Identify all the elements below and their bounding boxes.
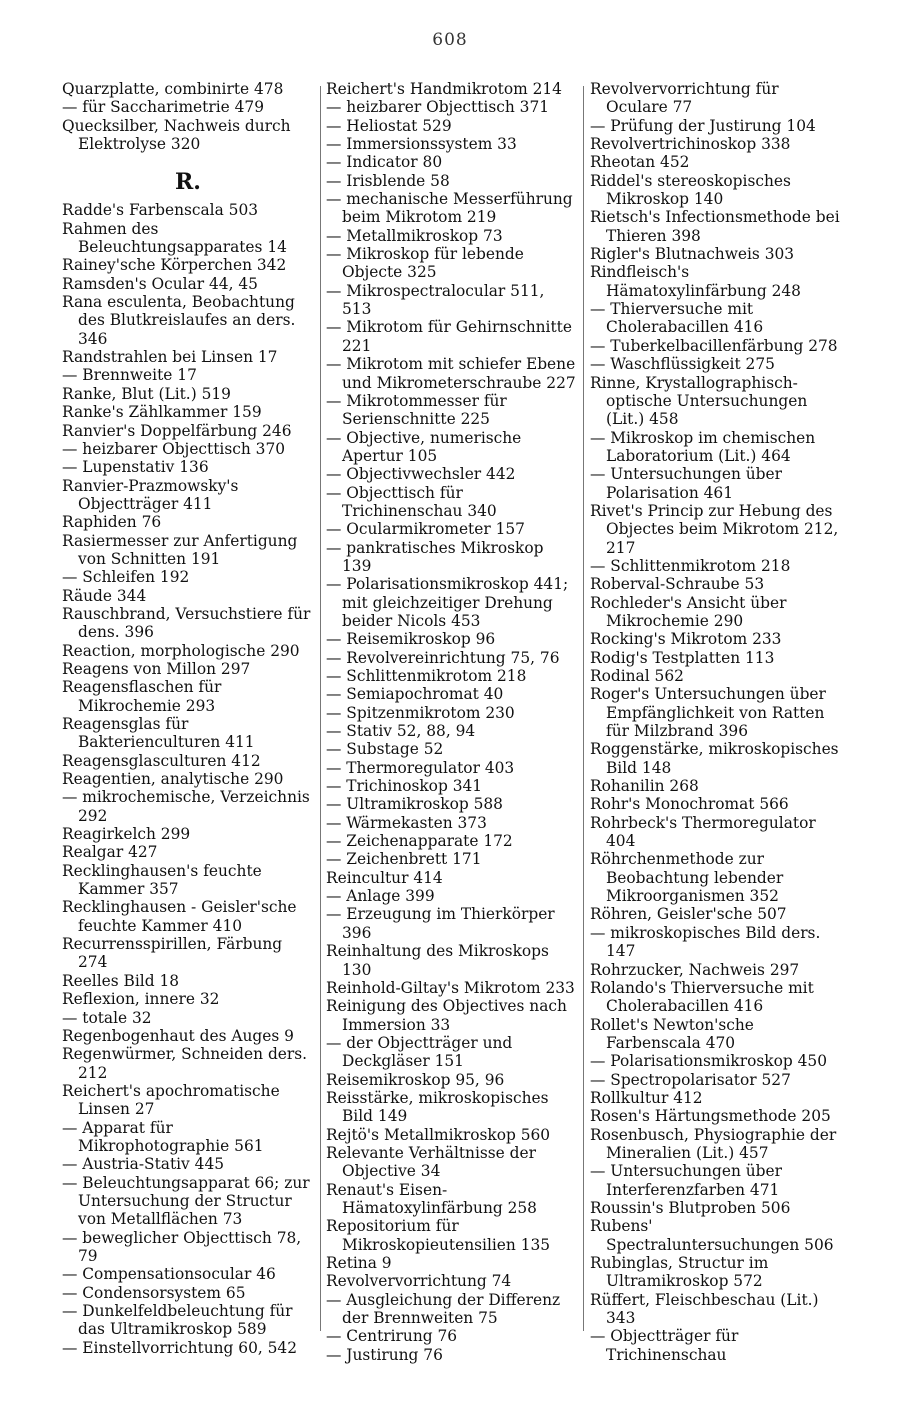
index-entry: — Schlittenmikrotom 218 [326, 667, 527, 685]
index-entry: — beweglicher Objecttisch 78, 79 [62, 1228, 302, 1265]
index-entry: Reisstärke, mikroskopisches Bild 149 [326, 1088, 549, 1126]
index-entry: Reichert's apochromatische Linsen 27 [62, 1081, 280, 1119]
section-letter-heading: R. [175, 169, 201, 196]
index-entry: Ranke, Blut (Lit.) 519 [62, 384, 231, 403]
index-entry: — Stativ 52, 88, 94 [326, 722, 476, 741]
index-entry: Relevante Verhältnisse der Objective 34 [326, 1143, 537, 1181]
index-entry: Rahmen des Beleuchtungsapparates 14 [62, 219, 287, 257]
index-entry: — totale 32 [62, 1008, 152, 1027]
index-entry: — Immersionssystem 33 [326, 135, 517, 154]
index-entry: Rejtö's Metallmikroskop 560 [326, 1125, 551, 1144]
index-entry: — Objecttisch für Trichinenschau 340 [326, 483, 497, 520]
index-entry: — Thierversuche mit Cholerabacillen 416 [590, 300, 764, 337]
index-entry: Röhren, Geisler'sche 507 [590, 905, 787, 924]
index-entry: Reinhold-Giltay's Mikrotom 233 [326, 978, 575, 997]
index-entry: Recurrensspirillen, Färbung 274 [62, 935, 283, 972]
index-entry: Rohr's Monochromat 566 [590, 795, 789, 814]
index-entry: Reinigung des Objectives nach Immersion 33 [326, 997, 567, 1034]
index-entry: — für Saccharimetrie 479 [62, 98, 265, 117]
index-entry: — Erzeugung im Thierkörper 396 [326, 905, 555, 942]
index-column-2 [326, 80, 576, 1364]
index-entry: — Justirung 76 [326, 1345, 443, 1364]
index-entry: — Schleifen 192 [62, 568, 190, 587]
index-entry: — Apparat für Mikrophotographie 561 [62, 1118, 264, 1155]
index-entry: Rosen's Härtungsmethode 205 [590, 1107, 831, 1126]
index-entry: Reagens von Millon 297 [62, 659, 251, 678]
index-entry: — mechanische Messerführung beim Mikrotom 219 [326, 190, 573, 227]
index-entry: Quarzplatte, combinirte 478 [62, 80, 284, 98]
index-entry: Rochleder's Ansicht über Mikrochemie 290 [590, 593, 787, 630]
index-entry: Renaut's Eisen-Hämatoxylinfärbung 258 [326, 1180, 537, 1217]
index-entry: Rosenbusch, Physiographie der Mineralien (Lit.) 457 [590, 1125, 837, 1162]
index-entry: Rüffert, Fleischbeschau (Lit.) 343 [590, 1290, 819, 1328]
index-entry: Rodig's Testplatten 113 [590, 648, 775, 667]
index-entry: — Anlage 399 [326, 887, 435, 906]
index-entry: — Centrirung 76 [326, 1327, 458, 1346]
index-entry: Reagensglasculturen 412 [62, 751, 261, 770]
index-entry: Rodinal 562 [590, 667, 684, 685]
index-entry: Revolvertrichinoskop 338 [590, 135, 791, 154]
index-entry: — Schlittenmikrotom 218 [590, 556, 791, 575]
index-entry: — Mikrotom mit schiefer Ebene und Mikrometerschraube 227 [326, 355, 576, 392]
index-entry: — Objectivwechsler 442 [326, 465, 516, 484]
index-entry: Recklinghausen - Geisler'sche feuchte Kammer 410 [62, 898, 297, 935]
index-entry: Raphiden 76 [62, 513, 162, 532]
page-number: 608 [432, 30, 468, 50]
index-entry: Revolvervorrichtung für Oculare 77 [590, 80, 779, 117]
index-entry: — Heliostat 529 [326, 116, 452, 135]
index-entry: — pankratisches Mikroskop 139 [326, 538, 544, 575]
index-entry: — Condensorsystem 65 [62, 1283, 246, 1302]
index-entry: Revolvervorrichtung 74 [326, 1272, 512, 1291]
index-entry: — Spitzenmikrotom 230 [326, 703, 515, 722]
index-entry: — Polarisationsmikroskop 450 [590, 1052, 827, 1071]
index-entry: — Compensationsocular 46 [62, 1265, 276, 1284]
index-entry: Rohrzucker, Nachweis 297 [590, 960, 800, 979]
index-entry: — Beleuchtungsapparat 66; zur Untersuchung der Structur von Metallflächen 73 [62, 1173, 310, 1229]
index-entry: Recklinghausen's feuchte Kammer 357 [62, 861, 262, 899]
index-entry: Rohrbeck's Thermoregulator 404 [590, 813, 816, 851]
index-entry: — Untersuchungen über Polarisation 461 [590, 465, 782, 502]
index-entry: — Polarisationsmikroskop 441; mit gleichzeitiger Drehung beider Nicols 453 [326, 575, 569, 630]
index-entry: Rohanilin 268 [590, 777, 699, 796]
index-entry: — Mikrospectralocular 511, 513 [326, 281, 545, 319]
index-entry: Rocking's Mikrotom 233 [590, 630, 782, 649]
index-entry: — der Objectträger und Deckgläser 151 [326, 1033, 513, 1071]
index-entry: — Mikrotom für Gehirnschnitte 221 [326, 318, 572, 355]
index-entry: Reagensglas für Bakterienculturen 411 [62, 715, 255, 752]
index-entry: Roggenstärke, mikroskopisches Bild 148 [590, 740, 839, 777]
index-entry: — Metallmikroskop 73 [326, 226, 503, 245]
index-entry: — Indicator 80 [326, 153, 443, 172]
index-entry: Reincultur 414 [326, 868, 443, 887]
index-entry: Regenwürmer, Schneiden ders. 212 [62, 1045, 308, 1082]
index-entry: Retina 9 [326, 1254, 392, 1272]
index-entry: — Objective, numerische Apertur 105 [326, 428, 522, 465]
index-entry: — Mikroskop im chemischen Laboratorium (Lit.) 464 [590, 428, 816, 465]
index-entry: — Reisemikroskop 96 [326, 630, 496, 649]
index-entry: — heizbarer Objecttisch 371 [326, 98, 550, 117]
index-entry: — Irisblende 58 [326, 171, 450, 190]
index-entry: Radde's Farbenscala 503 [62, 201, 259, 220]
index-entry: — Ausgleichung der Differenz der Brennweiten 75 [326, 1290, 561, 1328]
index-entry: — Revolvereinrichtung 75, 76 [326, 648, 560, 667]
index-entry: Reichert's Handmikrotom 214 [326, 80, 562, 98]
index-entry: Rasiermesser zur Anfertigung von Schnitten 191 [62, 531, 298, 568]
index-entry: Rinne, Krystallographisch-optische Untersuchungen (Lit.) 458 [590, 373, 808, 429]
index-entry: Reisemikroskop 95, 96 [326, 1070, 505, 1089]
index-entry: Reaction, morphologische 290 [62, 641, 300, 660]
index-entry: — Zeichenbrett 171 [326, 850, 482, 869]
index-entry: Ranvier-Prazmowsky's Objectträger 411 [62, 476, 239, 513]
index-entry: Rubinglas, Structur im Ultramikroskop 572 [590, 1254, 769, 1291]
index-entry: Randstrahlen bei Linsen 17 [62, 348, 278, 367]
index-entry: Röhrchenmethode zur Beobachtung lebender Mikroorganismen 352 [590, 850, 784, 906]
index-entry: — Untersuchungen über Interferenzfarben 471 [590, 1162, 782, 1199]
index-entry: — Substage 52 [326, 740, 444, 759]
index-entry: — Wärmekasten 373 [326, 813, 487, 832]
index-entry: Rollkultur 412 [590, 1088, 703, 1107]
index-entry: Rietsch's Infectionsmethode bei Thieren 398 [590, 208, 840, 245]
index-entry: — Objectträger für Trichinenschau [590, 1327, 739, 1364]
index-entry: Riddel's stereoskopisches Mikroskop 140 [590, 171, 791, 209]
index-entry: — Brennweite 17 [62, 366, 197, 385]
index-entry: Roussin's Blutproben 506 [590, 1198, 791, 1217]
index-entry: Rainey'sche Körperchen 342 [62, 256, 287, 275]
index-entry: Rana esculenta, Beobachtung des Blutkreislaufes an ders. 346 [62, 293, 296, 348]
index-entry: — Lupenstativ 136 [62, 458, 209, 477]
index-entry: Reinhaltung des Mikroskops 130 [326, 942, 549, 979]
index-entry: — Dunkelfeldbeleuchtung für das Ultramikroskop 589 [62, 1302, 293, 1339]
index-entry: — Mikrotommesser für Serienschnitte 225 [326, 391, 507, 429]
index-entry: Rubens' Spectraluntersuchungen 506 [590, 1217, 834, 1254]
index-entry: — Zeichenapparate 172 [326, 832, 513, 851]
index-entry: Rauschbrand, Versuchstiere für dens. 396 [62, 604, 311, 642]
index-entry: Roger's Untersuchungen über Empfänglichkeit von Ratten für Milzbrand 396 [590, 685, 826, 741]
index-entry: — Waschflüssigkeit 275 [590, 355, 775, 374]
index-entry: Regenbogenhaut des Auges 9 [62, 1026, 294, 1045]
index-entry: — Austria-Stativ 445 [62, 1155, 225, 1174]
index-entry: — Trichinoskop 341 [326, 777, 483, 796]
index-entry: Rollet's Newton'sche Farbenscala 470 [590, 1015, 754, 1052]
column-divider [583, 86, 584, 1331]
index-entry: Reagensflaschen für Mikrochemie 293 [62, 678, 222, 715]
index-entry: Rheotan 452 [590, 153, 690, 172]
index-entry: Räude 344 [62, 586, 147, 605]
index-entry: Rigler's Blutnachweis 303 [590, 245, 795, 264]
index-entry: Reelles Bild 18 [62, 971, 180, 990]
index-entry: — Ocularmikrometer 157 [326, 520, 525, 539]
index-entry: Ranke's Zählkammer 159 [62, 403, 262, 422]
index-column-3 [590, 80, 840, 1364]
index-entry: — heizbarer Objecttisch 370 [62, 439, 286, 458]
index-column-1 [62, 80, 314, 1357]
index-entry: — Semiapochromat 40 [326, 685, 504, 704]
index-entry: — Mikroskop für lebende Objecte 325 [326, 245, 524, 282]
index-entry: Reagirkelch 299 [62, 825, 191, 844]
index-entry: Realgar 427 [62, 843, 158, 862]
index-entry: Reagentien, analytische 290 [62, 770, 284, 789]
index-entry: Rolando's Thierversuche mit Cholerabacillen 416 [590, 978, 814, 1016]
index-entry: Roberval-Schraube 53 [590, 575, 765, 594]
index-entry: Rindfleisch's Hämatoxylinfärbung 248 [590, 263, 801, 300]
index-entry: Repositorium für Mikroskopieutensilien 135 [326, 1217, 551, 1254]
index-entry: Quecksilber, Nachweis durch Elektrolyse 320 [62, 116, 291, 154]
index-entry: Rivet's Princip zur Hebung des Objectes beim Mikrotom 212, 217 [590, 501, 839, 557]
index-entry: — Prüfung der Justirung 104 [590, 116, 816, 135]
index-entry: Ranvier's Doppelfärbung 246 [62, 421, 292, 440]
index-entry: — mikrochemische, Verzeichnis 292 [62, 788, 310, 825]
index-entry: Reflexion, innere 32 [62, 990, 220, 1009]
index-entry: — Ultramikroskop 588 [326, 795, 503, 814]
index-entry: Ramsden's Ocular 44, 45 [62, 274, 258, 293]
index-entry: — Spectropolarisator 527 [590, 1070, 791, 1089]
index-entry: — mikroskopisches Bild ders. 147 [590, 923, 821, 961]
index-entry: — Einstellvorrichtung 60, 542 [62, 1338, 298, 1357]
index-entry: — Tuberkelbacillenfärbung 278 [590, 336, 838, 355]
column-divider [320, 86, 321, 1331]
index-entry: — Thermoregulator 403 [326, 758, 515, 777]
